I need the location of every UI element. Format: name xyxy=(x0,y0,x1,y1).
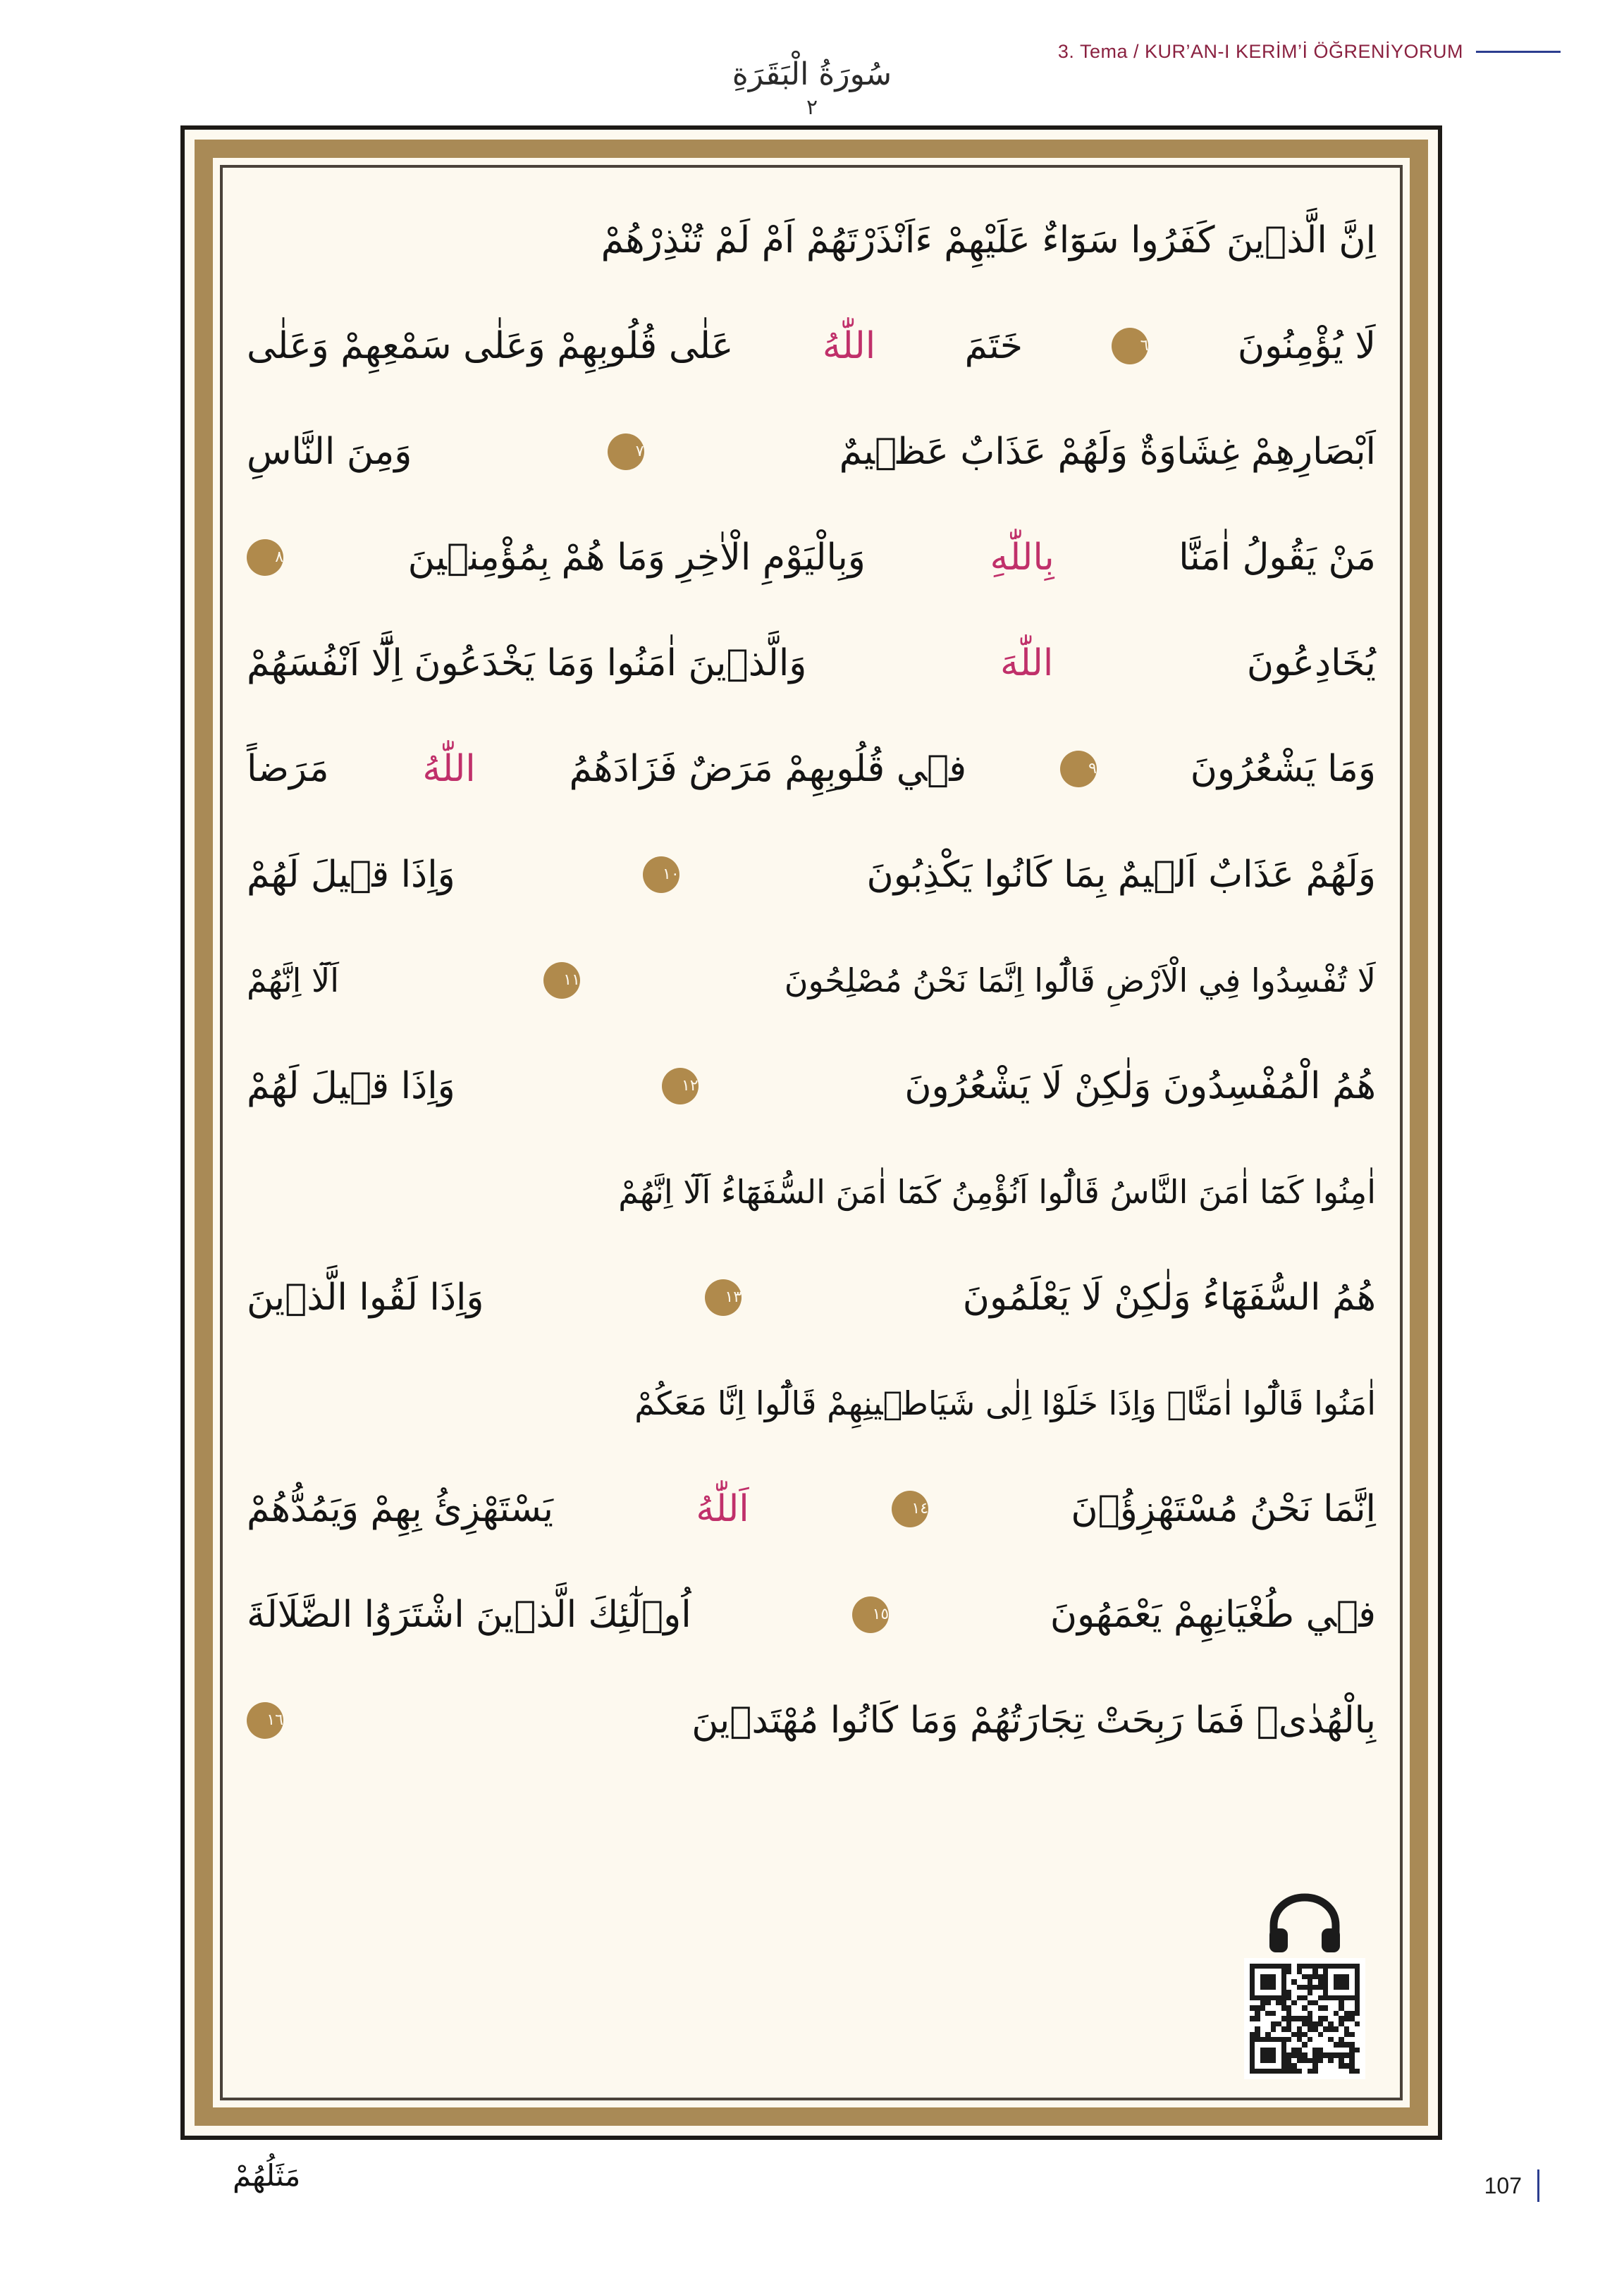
quran-line xyxy=(247,1562,1376,1668)
divine-name: بِاللّٰهِ xyxy=(990,536,1054,579)
quran-phrase: بِالْهُدٰىۖ فَمَا رَبِحَتْ تِجَارَتُهُمْ وَمَا كَانُوا مُهْتَد۪ينَ xyxy=(691,1699,1376,1742)
theme-label: 3. Tema / KUR’AN-I KERİM’İ ÖĞRENİYORUM xyxy=(1057,41,1463,62)
divine-name: اللّٰهَ xyxy=(999,642,1054,684)
quran-phrase: مَنْ يَقُولُ اٰمَنَّا xyxy=(1179,536,1376,579)
quran-phrase: اَبْصَارِهِمْ غِشَاوَةٌ وَلَهُمْ عَذَابٌ عَظ۪يمٌ xyxy=(839,431,1376,473)
quran-frame-inner xyxy=(220,165,1403,2100)
quran-phrase: وَمِنَ النَّاسِ xyxy=(247,431,412,473)
quran-phrase: لَا يُؤْمِنُونَ xyxy=(1237,325,1376,367)
quran-phrase: اٰمَنُوا قَالُٓوا اٰمَنَّاۚ وَاِذَا خَلَوْا اِلٰى شَيَاط۪ينِهِمْ قَالُٓوا اِنَّا مَعَكُمْ xyxy=(634,1384,1376,1422)
quran-phrase: وَمَا يَشْعُرُونَ xyxy=(1190,748,1376,790)
quran-line xyxy=(247,822,1376,928)
quran-phrase: اِنَّمَا نَحْنُ مُسْتَهْزِؤُ۫نَ xyxy=(1071,1488,1376,1530)
page-number-rule xyxy=(1537,2169,1539,2202)
quran-phrase: يُخَادِعُونَ xyxy=(1246,642,1376,684)
audio-qr-block[interactable] xyxy=(1238,1893,1372,2079)
divine-name: اَللّٰهُ xyxy=(696,1488,749,1530)
divine-name: اللّٰهُ xyxy=(422,748,476,790)
quran-phrase: وَلَهُمْ عَذَابٌ اَل۪يمٌ بِمَا كَانُوا يَكْذِبُونَ xyxy=(866,854,1376,896)
quran-phrase: اٰمِنُوا كَمَٓا اٰمَنَ النَّاسُ قَالُٓوا اَنُؤْمِنُ كَمَٓا اٰمَنَ السُّفَهَٓاءُ اَلَٓا اِنَّهُمْ xyxy=(618,1173,1376,1211)
juz-number: ٢ xyxy=(806,95,818,120)
ayah-number-marker: ١٢ xyxy=(662,1068,699,1104)
quran-line xyxy=(247,1245,1376,1350)
quran-phrase: ف۪ي قُلُوبِهِمْ مَرَضٌ فَزَادَهُمُ xyxy=(569,748,967,790)
quran-line xyxy=(247,399,1376,505)
quran-phrase: ف۪ي طُغْيَانِهِمْ يَعْمَهُونَ xyxy=(1050,1594,1376,1636)
quran-line xyxy=(247,1350,1376,1456)
ayah-number-marker: ١٥ xyxy=(852,1596,889,1633)
quran-phrase: يَسْتَهْزِئُ بِهِمْ وَيَمُدُّهُمْ xyxy=(247,1488,554,1530)
quran-line xyxy=(247,1668,1376,1773)
quran-frame-outer xyxy=(180,125,1442,2140)
quran-line xyxy=(247,716,1376,822)
quran-line xyxy=(247,1033,1376,1139)
quran-phrase: هُمُ الْمُفْسِدُونَ وَلٰكِنْ لَا يَشْعُرُونَ xyxy=(904,1065,1376,1107)
ayah-number-marker: ١٤ xyxy=(892,1491,928,1527)
quran-line xyxy=(247,610,1376,716)
ayah-number-marker: ٩ xyxy=(1060,751,1097,787)
headphones-icon xyxy=(1267,1893,1343,1954)
ayah-number-marker: ١١ xyxy=(543,962,580,999)
quran-phrase: اِنَّ الَّذ۪ينَ كَفَرُوا سَوَٓاءٌ عَلَيْهِمْ ءَاَنْذَرْتَهُمْ اَمْ لَمْ تُنْذِرْهُمْ xyxy=(601,219,1376,261)
header-rule xyxy=(1476,51,1561,53)
ayah-number-marker: ١٠ xyxy=(643,856,679,893)
quran-line xyxy=(247,187,1376,293)
quran-line xyxy=(247,1456,1376,1562)
qr-code[interactable] xyxy=(1244,1958,1365,2079)
quran-phrase: وَاِذَا ق۪يلَ لَهُمْ xyxy=(247,854,455,896)
quran-phrase: عَلٰى قُلُوبِهِمْ وَعَلٰى سَمْعِهِمْ وَعَلٰى xyxy=(247,325,734,367)
quran-frame-gold xyxy=(195,140,1428,2126)
quran-text-body xyxy=(247,187,1376,1773)
catchword: مَثَلُهُمْ xyxy=(233,2158,301,2193)
ayah-number-marker: ١٣ xyxy=(705,1279,742,1316)
divine-name: اللّٰهُ xyxy=(822,325,876,367)
page-number xyxy=(1484,2169,1539,2202)
quran-phrase: خَتَمَ xyxy=(964,325,1023,367)
quran-phrase: اَلَٓا اِنَّهُمْ xyxy=(247,961,340,999)
ayah-number-marker: ٨ xyxy=(247,539,283,576)
ayah-number-marker: ٦ xyxy=(1112,328,1148,364)
page-number-value: 107 xyxy=(1484,2172,1522,2198)
quran-phrase: اُو۬لٰٓئِكَ الَّذ۪ينَ اشْتَرَوُا الضَّلَالَةَ xyxy=(247,1594,691,1636)
quran-line xyxy=(247,505,1376,610)
quran-line xyxy=(247,293,1376,399)
ayah-number-marker: ١٦ xyxy=(247,1702,283,1739)
quran-line xyxy=(247,928,1376,1033)
ayah-number-marker: ٧ xyxy=(608,433,644,470)
quran-phrase: وَاِذَا ق۪يلَ لَهُمْ xyxy=(247,1065,455,1107)
quran-phrase: وَبِالْيَوْمِ الْاٰخِرِ وَمَا هُمْ بِمُؤْمِن۪ينَ xyxy=(407,536,866,579)
quran-phrase: مَرَضاً xyxy=(247,748,329,790)
quran-phrase: لَا تُفْسِدُوا فِي الْاَرْضِ قَالُٓوا اِنَّمَا نَحْنُ مُصْلِحُونَ xyxy=(784,961,1376,999)
surah-title: سُورَةُ الْبَقَرَةِ xyxy=(732,56,892,92)
quran-phrase: وَالَّذ۪ينَ اٰمَنُوا وَمَا يَخْدَعُونَ اِلَّٓا اَنْفُسَهُمْ xyxy=(247,642,807,684)
quran-line xyxy=(247,1139,1376,1245)
quran-phrase: وَاِذَا لَقُوا الَّذ۪ينَ xyxy=(247,1276,484,1319)
quran-phrase: هُمُ السُّفَهَٓاءُ وَلٰكِنْ لَا يَعْلَمُونَ xyxy=(962,1276,1376,1319)
